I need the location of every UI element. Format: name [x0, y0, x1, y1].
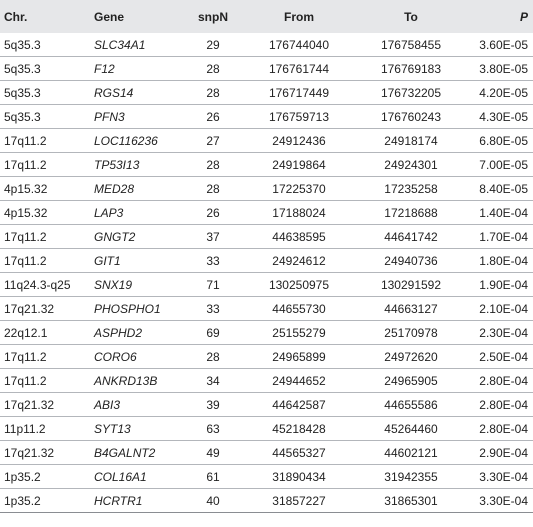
cell-chr: 4p15.32 — [0, 177, 91, 201]
cell-gene: GIT1 — [91, 249, 189, 273]
cell-snpn: 28 — [189, 153, 237, 177]
cell-to: 25170978 — [361, 321, 461, 345]
cell-to: 24924301 — [361, 153, 461, 177]
cell-snpn: 71 — [189, 273, 237, 297]
header-snpn: snpN — [198, 9, 228, 24]
table-row — [0, 489, 533, 513]
cell-p: 8.40E-05 — [461, 177, 533, 201]
cell-p: 2.10E-04 — [461, 297, 533, 321]
cell-from: 31890434 — [237, 465, 361, 489]
table-row — [0, 249, 533, 273]
cell-chr: 17q11.2 — [0, 249, 91, 273]
table-row — [0, 273, 533, 297]
cell-from: 17188024 — [237, 201, 361, 225]
cell-to: 176732205 — [361, 81, 461, 105]
cell-snpn: 40 — [189, 489, 237, 513]
cell-chr: 1p35.2 — [0, 489, 91, 513]
table-row — [0, 105, 533, 129]
cell-from: 130250975 — [237, 273, 361, 297]
cell-from: 17225370 — [237, 177, 361, 201]
table-header — [0, 0, 533, 33]
cell-to: 130291592 — [361, 273, 461, 297]
cell-snpn: 33 — [189, 249, 237, 273]
cell-p: 2.30E-04 — [461, 321, 533, 345]
cell-chr: 17q11.2 — [0, 153, 91, 177]
table-row — [0, 129, 533, 153]
cell-gene: F12 — [91, 57, 189, 81]
cell-gene: MED28 — [91, 177, 189, 201]
table-row — [0, 81, 533, 105]
cell-gene: HCRTR1 — [91, 489, 189, 513]
cell-snpn: 28 — [189, 57, 237, 81]
cell-gene: RGS14 — [91, 81, 189, 105]
cell-chr: 22q12.1 — [0, 321, 91, 345]
cell-from: 24965899 — [237, 345, 361, 369]
cell-gene: PFN3 — [91, 105, 189, 129]
cell-from: 176744040 — [237, 33, 361, 57]
cell-to: 44602121 — [361, 441, 461, 465]
cell-chr: 4p15.32 — [0, 201, 91, 225]
header-p: P — [519, 9, 528, 24]
cell-chr: 5q35.3 — [0, 105, 91, 129]
cell-snpn: 26 — [189, 201, 237, 225]
cell-gene: GNGT2 — [91, 225, 189, 249]
cell-snpn: 28 — [189, 177, 237, 201]
cell-p: 7.00E-05 — [461, 153, 533, 177]
cell-snpn: 28 — [189, 345, 237, 369]
cell-gene: COL16A1 — [91, 465, 189, 489]
cell-chr: 17q11.2 — [0, 129, 91, 153]
cell-chr: 11p11.2 — [0, 417, 91, 441]
cell-gene: B4GALNT2 — [91, 441, 189, 465]
cell-to: 44641742 — [361, 225, 461, 249]
cell-chr: 17q11.2 — [0, 369, 91, 393]
cell-from: 45218428 — [237, 417, 361, 441]
cell-gene: ANKRD13B — [91, 369, 189, 393]
cell-snpn: 27 — [189, 129, 237, 153]
table-row — [0, 57, 533, 81]
cell-p: 2.80E-04 — [461, 417, 533, 441]
table-row — [0, 465, 533, 489]
cell-p: 3.80E-05 — [461, 57, 533, 81]
table-row — [0, 225, 533, 249]
cell-snpn: 28 — [189, 81, 237, 105]
cell-p: 1.40E-04 — [461, 201, 533, 225]
cell-gene: TP53I13 — [91, 153, 189, 177]
cell-chr: 17q21.32 — [0, 441, 91, 465]
cell-chr: 5q35.3 — [0, 57, 91, 81]
cell-p: 1.70E-04 — [461, 225, 533, 249]
cell-snpn: 49 — [189, 441, 237, 465]
cell-from: 176759713 — [237, 105, 361, 129]
cell-snpn: 37 — [189, 225, 237, 249]
header-gene: Gene — [94, 9, 125, 24]
cell-gene: LOC116236 — [91, 129, 189, 153]
cell-from: 44565327 — [237, 441, 361, 465]
cell-snpn: 39 — [189, 393, 237, 417]
cell-chr: 11q24.3-q25 — [0, 273, 91, 297]
cell-p: 1.80E-04 — [461, 249, 533, 273]
table-body — [0, 33, 533, 513]
cell-to: 31942355 — [361, 465, 461, 489]
table-row — [0, 321, 533, 345]
header-chr: Chr. — [4, 9, 28, 24]
cell-to: 176769183 — [361, 57, 461, 81]
cell-from: 44638595 — [237, 225, 361, 249]
table-row — [0, 33, 533, 57]
cell-gene: SLC34A1 — [91, 33, 189, 57]
table-row — [0, 441, 533, 465]
table-row — [0, 345, 533, 369]
cell-snpn: 63 — [189, 417, 237, 441]
cell-p: 3.30E-04 — [461, 489, 533, 513]
table-row — [0, 153, 533, 177]
cell-p: 2.90E-04 — [461, 441, 533, 465]
cell-from: 24912436 — [237, 129, 361, 153]
cell-chr: 1p35.2 — [0, 465, 91, 489]
header-row — [0, 0, 533, 33]
cell-to: 176758455 — [361, 33, 461, 57]
cell-chr: 17q11.2 — [0, 345, 91, 369]
cell-p: 4.20E-05 — [461, 81, 533, 105]
cell-p: 3.60E-05 — [461, 33, 533, 57]
cell-from: 31857227 — [237, 489, 361, 513]
cell-to: 24940736 — [361, 249, 461, 273]
cell-gene: SYT13 — [91, 417, 189, 441]
cell-p: 4.30E-05 — [461, 105, 533, 129]
table-row — [0, 201, 533, 225]
cell-from: 44642587 — [237, 393, 361, 417]
cell-chr: 5q35.3 — [0, 81, 91, 105]
cell-gene: ABI3 — [91, 393, 189, 417]
cell-gene: LAP3 — [91, 201, 189, 225]
cell-p: 2.50E-04 — [461, 345, 533, 369]
cell-from: 176761744 — [237, 57, 361, 81]
cell-gene: PHOSPHO1 — [91, 297, 189, 321]
cell-snpn: 69 — [189, 321, 237, 345]
cell-from: 24924612 — [237, 249, 361, 273]
table-row — [0, 177, 533, 201]
cell-chr: 17q11.2 — [0, 225, 91, 249]
cell-p: 2.80E-04 — [461, 369, 533, 393]
cell-snpn: 33 — [189, 297, 237, 321]
cell-p: 6.80E-05 — [461, 129, 533, 153]
cell-to: 45264460 — [361, 417, 461, 441]
cell-p: 3.30E-04 — [461, 465, 533, 489]
table-row — [0, 297, 533, 321]
cell-to: 24965905 — [361, 369, 461, 393]
cell-to: 44663127 — [361, 297, 461, 321]
cell-gene: CORO6 — [91, 345, 189, 369]
cell-to: 176760243 — [361, 105, 461, 129]
cell-chr: 17q21.32 — [0, 393, 91, 417]
cell-from: 24919864 — [237, 153, 361, 177]
table-row — [0, 393, 533, 417]
header-to: To — [404, 9, 418, 24]
cell-gene: ASPHD2 — [91, 321, 189, 345]
cell-to: 17218688 — [361, 201, 461, 225]
cell-snpn: 29 — [189, 33, 237, 57]
cell-p: 1.90E-04 — [461, 273, 533, 297]
cell-to: 17235258 — [361, 177, 461, 201]
cell-from: 25155279 — [237, 321, 361, 345]
cell-snpn: 26 — [189, 105, 237, 129]
cell-to: 24972620 — [361, 345, 461, 369]
cell-to: 44655586 — [361, 393, 461, 417]
cell-chr: 5q35.3 — [0, 33, 91, 57]
cell-to: 24918174 — [361, 129, 461, 153]
cell-p: 2.80E-04 — [461, 393, 533, 417]
cell-to: 31865301 — [361, 489, 461, 513]
cell-from: 44655730 — [237, 297, 361, 321]
cell-snpn: 61 — [189, 465, 237, 489]
table-row — [0, 417, 533, 441]
header-from: From — [284, 9, 314, 24]
table-row — [0, 369, 533, 393]
cell-snpn: 34 — [189, 369, 237, 393]
cell-from: 24944652 — [237, 369, 361, 393]
cell-from: 176717449 — [237, 81, 361, 105]
cell-chr: 17q21.32 — [0, 297, 91, 321]
cell-gene: SNX19 — [91, 273, 189, 297]
